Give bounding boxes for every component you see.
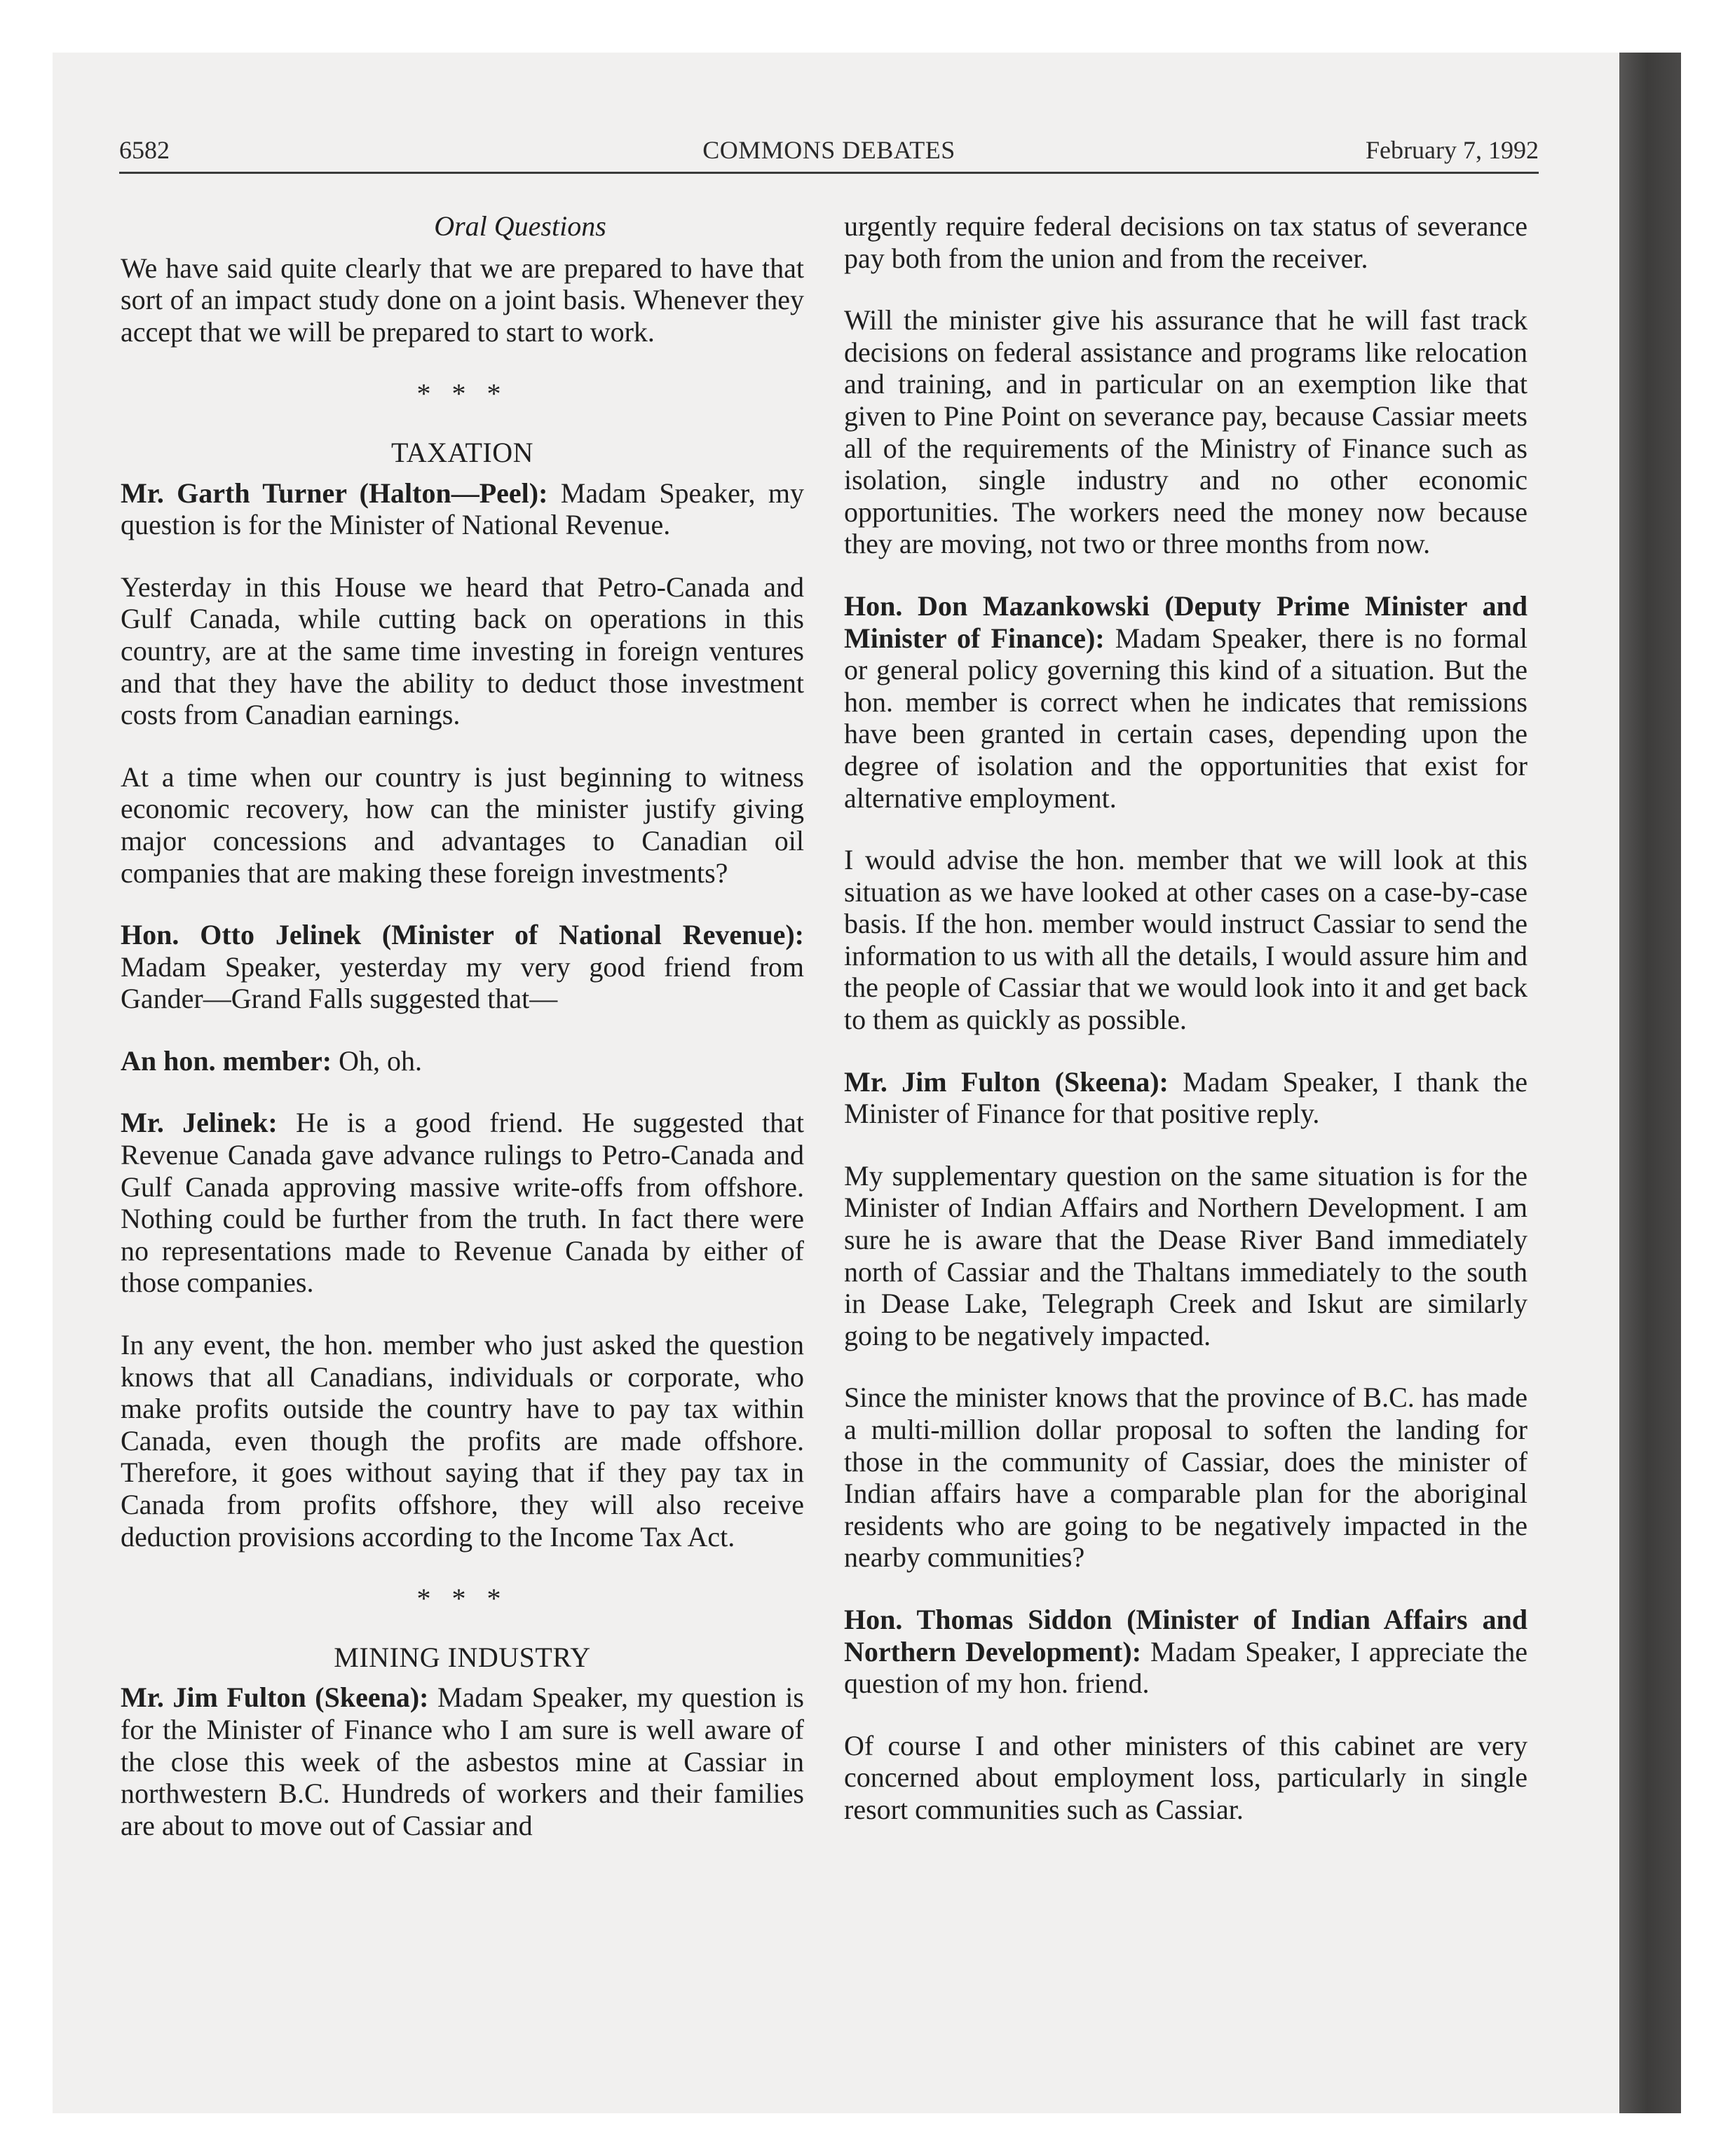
speech-text: Madam Speaker, I thank the Minister of Finance for that positive reply. [844, 1065, 1528, 1130]
section-separator: * * * [416, 1583, 508, 1615]
paragraph: urgently require federal decisions on tax status of severance pay both from the union and from the receiver. [844, 210, 1528, 274]
speech-text: Madam Speaker, my question is for the Minister of Finance who I am sure is well aware of the close this week of the asbestos mine at Cassiar in northwestern B.C. Hundreds of workers and their families are about to move out of Cassiar and [121, 1681, 804, 1841]
paragraph: Since the minister knows that the province of B.C. has made a multi-million dollar proposal to soften the landing for those in the community of Cassiar, does the minister of Indian affairs have a comparable plan for the aboriginal residents who are going to be negatively impacted in the nearby communities? [844, 1381, 1528, 1574]
paragraph [121, 919, 804, 1015]
paragraph [121, 1107, 804, 1299]
paragraph [844, 590, 1528, 814]
speaker-name: Mr. Jim Fulton (Skeena): [844, 1065, 1169, 1098]
speech-text: Madam Speaker, yesterday my very good friend from Gander—Grand Falls suggested that— [121, 950, 804, 1015]
speech-text: Madam Speaker, there is no formal or general policy governing this kind of a situation. But the hon. member is correct when he indicates that remissions have been granted in certain cases, depending upon the degree of isolation and the opportunities that exist for alternative employment. [844, 622, 1528, 814]
paragraph [121, 1681, 804, 1841]
speaker-name: Hon. Thomas Siddon (Minister of Indian Affairs and Northern Development): [844, 1603, 1528, 1667]
paragraph: Will the minister give his assurance that he will fast track decisions on federal assistance and programs like relocation and training, and in particular on an exemption like that given to Pine Point on severance pay, because Cassiar meets all of the requirements of the Ministry of Finance such as isolation, single industry and no other economic opportunities. The workers need the money now because they are moving, not two or three months from now. [844, 304, 1528, 560]
paragraph: I would advise the hon. member that we will look at this situation as we have looked at other cases on a case-by-case basis. If the hon. member would instruct Cassiar to send the information to us with all the details, I would assure him and the people of Cassiar that we would look into it and get back to them as quickly as possible. [844, 844, 1528, 1036]
speech-text: Madam Speaker, I appreciate the question of my hon. friend. [844, 1635, 1528, 1700]
paragraph: Of course I and other ministers of this cabinet are very concerned about employment loss, particularly in single resort communities such as Cassiar. [844, 1729, 1528, 1825]
page-number: 6582 [119, 136, 170, 164]
paragraph: In any event, the hon. member who just asked the question knows that all Canadians, individuals or corporate, who make profits outside the country have to pay tax within Canada, even though the profits are made offshore. Therefore, it goes without saying that if they pay tax in Canada from profits offshore, they will also receive deduction provisions according to the Income Tax Act. [121, 1329, 804, 1553]
speaker-name: Mr. Garth Turner (Halton—Peel): [121, 477, 548, 509]
speaker-name: Hon. Don Mazankowski (Deputy Prime Minister and Minister of Finance): [844, 589, 1528, 654]
publication-date: February 7, 1992 [1366, 136, 1539, 164]
section-label: Oral Questions [434, 210, 606, 242]
paragraph: My supplementary question on the same situation is for the Minister of Indian Affairs and Northern Development. I am sure he is aware that the Dease River Band immediately north of Cassiar and the Thaltans immediately to the south in Dease Lake, Telegraph Creek and Iskut are similarly going to be negatively impacted. [844, 1159, 1528, 1351]
paragraph [844, 1604, 1528, 1700]
speech-text: He is a good friend. He suggested that Revenue Canada gave advance rulings to Petro-Canada and Gulf Canada approving massive write-offs from offshore. Nothing could be further from the truth. In fact there were no representations made to Revenue Canada by either of those companies. [121, 1107, 804, 1299]
left-column [121, 210, 804, 1871]
speech-text: Oh, oh. [332, 1044, 422, 1077]
speaker-name: An hon. member: [121, 1044, 332, 1077]
book-binding-edge [1619, 53, 1681, 2113]
heading-taxation: TAXATION [391, 436, 533, 468]
paragraph [121, 1045, 804, 1077]
speech-text: Madam Speaker, my question is for the Minister of National Revenue. [121, 477, 804, 541]
section-separator: * * * [416, 378, 508, 410]
scanned-page [53, 53, 1672, 2113]
paragraph: At a time when our country is just beginning to witness economic recovery, how can the minister justify giving major concessions and advantages to Canadian oil companies that are making these foreign investments? [121, 760, 804, 889]
speaker-name: Mr. Jelinek: [121, 1107, 278, 1139]
publication-title: COMMONS DEBATES [702, 136, 955, 164]
heading-mining-industry: MINING INDUSTRY [334, 1641, 591, 1673]
speaker-name: Hon. Otto Jelinek (Minister of National Revenue): [121, 919, 804, 951]
paragraph: We have said quite clearly that we are prepared to have that sort of an impact study done on a joint basis. Whenever they accept that we will be prepared to start to work. [121, 252, 804, 348]
speaker-name: Mr. Jim Fulton (Skeena): [121, 1681, 429, 1714]
page-header [119, 131, 1539, 174]
paragraph [121, 477, 804, 541]
right-column [844, 210, 1528, 1856]
paragraph: Yesterday in this House we heard that Petro-Canada and Gulf Canada, while cutting back on operations in this country, are at the same time investing in foreign ventures and that they have the ability to deduct those investment costs from Canadian earnings. [121, 571, 804, 731]
paragraph [844, 1066, 1528, 1130]
